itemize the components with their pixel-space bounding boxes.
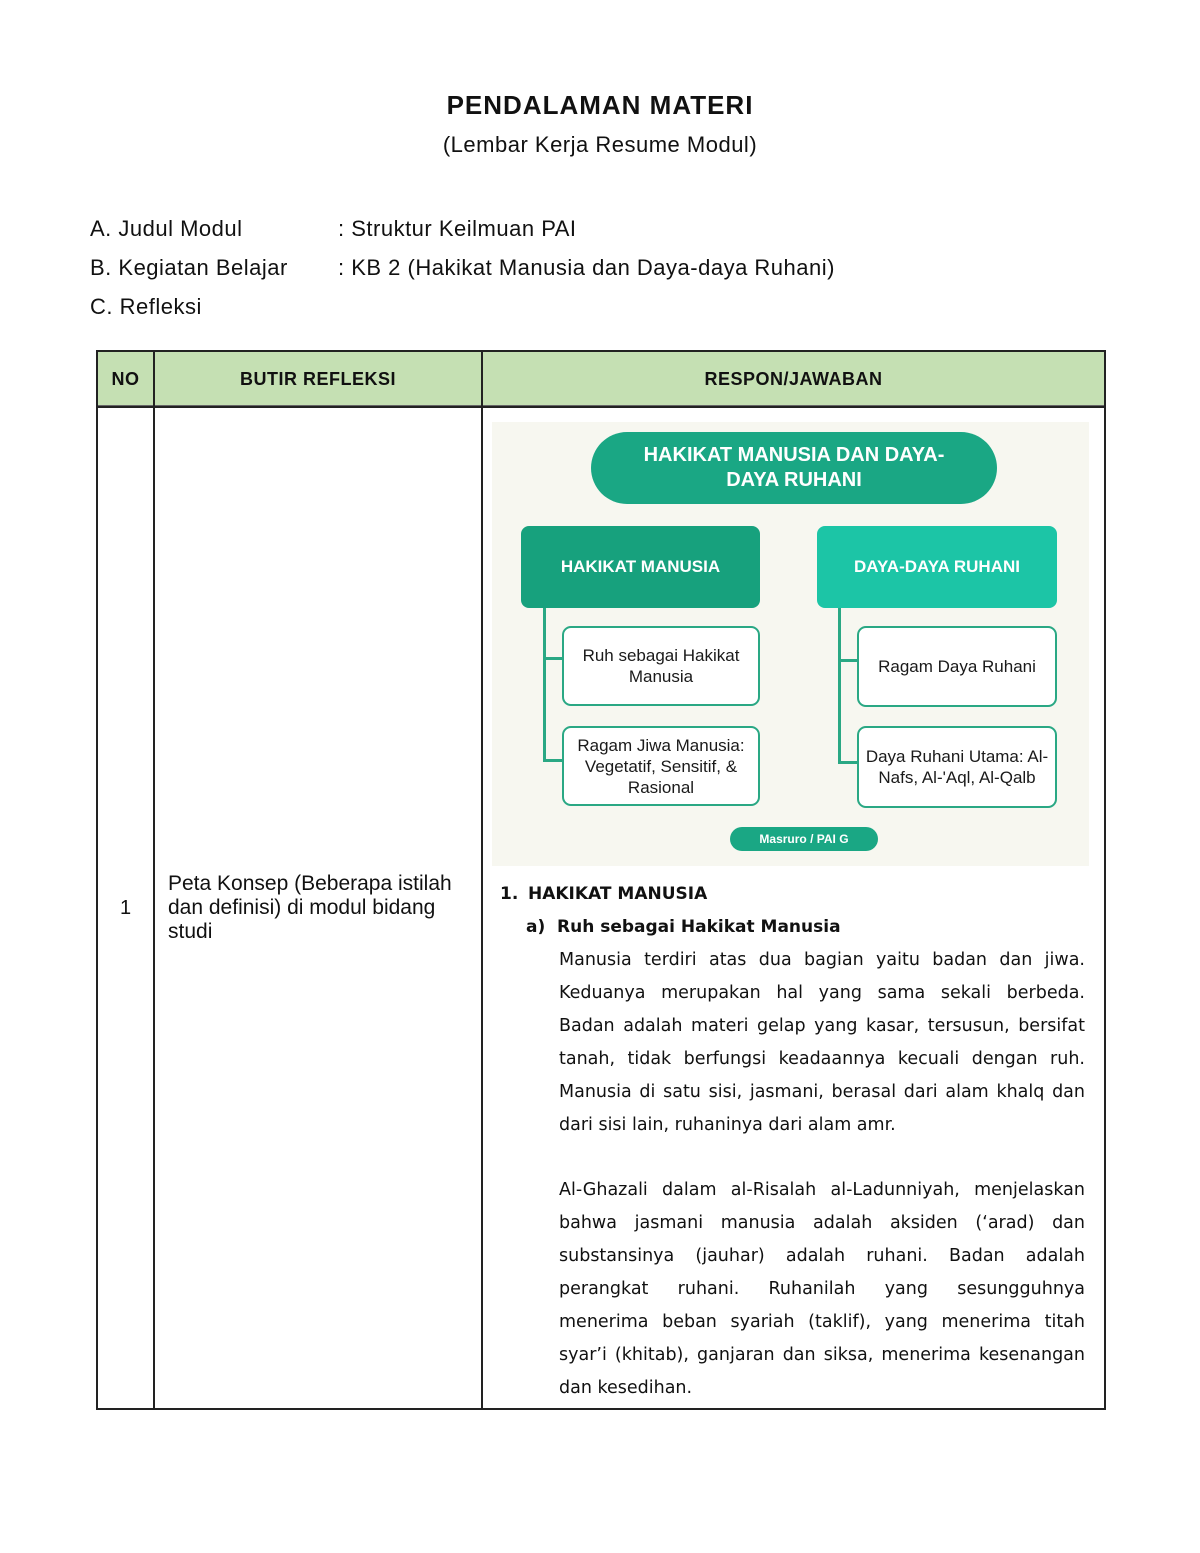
- subsection-heading: [526, 911, 1085, 944]
- concept-map-leaf: Ragam Jiwa Manusia: Vegetatif, Sensitif, & Rasional: [562, 726, 760, 806]
- header-no: NO: [97, 351, 154, 407]
- paragraph: Manusia terdiri atas dua bagian yaitu badan dan jiwa. Keduanya merupakan hal yang sama sekali berbeda. Badan adalah materi gelap yang kasar, tersusun, bersifat tanah, tidak berfungsi keadaannya kecuali dengan ruh. Manusia di satu sisi, jasmani, berasal dari alam khalq dan dari sisi lain, ruhaninya dari alam amr.: [559, 950, 1085, 1135]
- table-row: [97, 407, 1105, 1409]
- row-number: 1: [97, 407, 154, 1409]
- concept-map-leaf: Ruh sebagai Hakikat Manusia: [562, 626, 760, 706]
- row-respon: [482, 407, 1105, 1409]
- header-respon-jawaban: RESPON/JAWABAN: [482, 351, 1105, 407]
- concept-map-leaf: Daya Ruhani Utama: Al-Nafs, Al-'Aql, Al-Qalb: [857, 726, 1057, 808]
- connector-line: [543, 657, 562, 660]
- meta-value: : KB 2 (Hakikat Manusia dan Daya-daya Ruhani): [338, 255, 835, 280]
- concept-map-head-daya-ruhani: DAYA-DAYA RUHANI: [817, 526, 1057, 608]
- meta-label: C. Refleksi: [90, 294, 202, 319]
- connector-line: [838, 659, 857, 662]
- document-subtitle: (Lembar Kerja Resume Modul): [442, 132, 758, 157]
- connector-line: [543, 608, 546, 761]
- subsection-number: a): [526, 917, 546, 937]
- section-heading: [500, 878, 1085, 911]
- concept-map: [492, 422, 1089, 866]
- connector-line: [543, 759, 562, 762]
- concept-map-leaf: Ragam Daya Ruhani: [857, 626, 1057, 707]
- row-butir: Peta Konsep (Beberapa istilah dan definisi) di modul bidang studi: [154, 407, 482, 1409]
- concept-map-title: HAKIKAT MANUSIA DAN DAYA-DAYA RUHANI: [591, 432, 997, 504]
- concept-map-head-hakikat-manusia: HAKIKAT MANUSIA: [521, 526, 760, 608]
- table-header-row: [97, 351, 1105, 407]
- meta-judul-modul: [90, 216, 577, 242]
- paragraph: Al-Ghazali dalam al-Risalah al-Ladunniyah, menjelaskan bahwa jasmani manusia adalah aksiden (‘arad) dan substansinya (jauhar) adalah ruhani. Badan adalah perangkat ruhani. Ruhanilah yang sesungguhnya menerima beban syariah (taklif), yang menerima titah syar’i (khitab), ganjaran dan siksa, menerima kesenangan dan kesedihan.: [559, 1180, 1085, 1398]
- connector-line: [838, 608, 841, 763]
- meta-value: : Struktur Keilmuan PAI: [338, 216, 577, 241]
- meta-label: B. Kegiatan Belajar: [90, 255, 288, 280]
- meta-label: A. Judul Modul: [90, 216, 243, 241]
- section-number: 1.: [500, 884, 519, 904]
- author-badge: Masruro / PAI G: [730, 827, 878, 851]
- response-text: [500, 878, 1085, 1405]
- meta-kegiatan-belajar: [90, 255, 835, 281]
- header-butir-refleksi: BUTIR REFLEKSI: [154, 351, 482, 407]
- connector-line: [838, 761, 857, 764]
- document-title: PENDALAMAN MATERI: [446, 90, 754, 120]
- reflection-table: [96, 350, 1106, 1410]
- subsection-title: Ruh sebagai Hakikat Manusia: [557, 917, 841, 937]
- section-title: HAKIKAT MANUSIA: [528, 884, 708, 904]
- meta-refleksi: [90, 294, 202, 320]
